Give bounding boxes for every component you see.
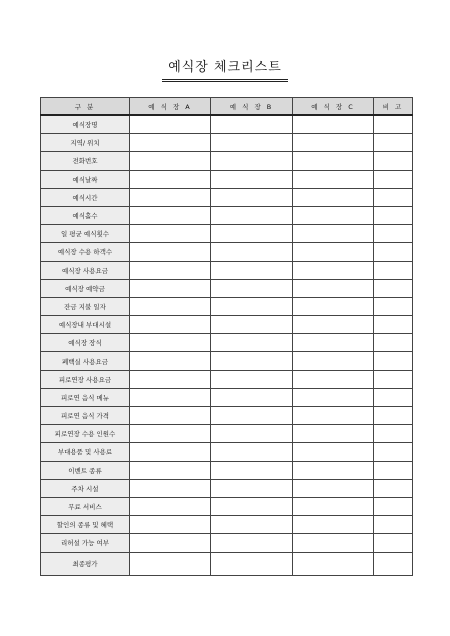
table-row xyxy=(41,461,413,479)
venue-c-cell[interactable] xyxy=(293,225,374,243)
venue-b-cell[interactable] xyxy=(211,370,293,388)
note-cell[interactable] xyxy=(374,243,413,261)
venue-b-cell[interactable] xyxy=(211,206,293,224)
note-cell[interactable] xyxy=(374,334,413,352)
venue-a-cell[interactable] xyxy=(130,534,211,552)
venue-c-cell[interactable] xyxy=(293,388,374,406)
table-row xyxy=(41,352,413,370)
venue-a-cell[interactable] xyxy=(130,352,211,370)
row-label: 이벤트 종류 xyxy=(41,461,130,479)
note-cell[interactable] xyxy=(374,170,413,188)
row-label: 피로연장 수용 인원수 xyxy=(41,425,130,443)
note-cell[interactable] xyxy=(374,534,413,552)
venue-b-cell[interactable] xyxy=(211,225,293,243)
venue-b-cell[interactable] xyxy=(211,261,293,279)
venue-b-cell[interactable] xyxy=(211,516,293,534)
venue-b-cell[interactable] xyxy=(211,352,293,370)
venue-a-cell[interactable] xyxy=(130,134,211,152)
table-row xyxy=(41,425,413,443)
row-label: 피로연 음식 가격 xyxy=(41,407,130,425)
note-cell[interactable] xyxy=(374,316,413,334)
row-label: 예식장내 부대시설 xyxy=(41,316,130,334)
venue-a-cell[interactable] xyxy=(130,497,211,515)
table-row xyxy=(41,115,413,134)
row-label: 잔금 지불 일자 xyxy=(41,297,130,315)
row-label: 부대용품 및 사용료 xyxy=(41,443,130,461)
table-row xyxy=(41,134,413,152)
venue-a-cell[interactable] xyxy=(130,243,211,261)
note-cell[interactable] xyxy=(374,552,413,575)
venue-c-cell[interactable] xyxy=(293,206,374,224)
venue-b-cell[interactable] xyxy=(211,425,293,443)
note-cell[interactable] xyxy=(374,407,413,425)
header-venue-a: 예 식 장 A xyxy=(130,98,211,116)
note-cell[interactable] xyxy=(374,352,413,370)
note-cell[interactable] xyxy=(374,497,413,515)
venue-b-cell[interactable] xyxy=(211,334,293,352)
venue-a-cell[interactable] xyxy=(130,461,211,479)
venue-c-cell[interactable] xyxy=(293,297,374,315)
note-cell[interactable] xyxy=(374,516,413,534)
row-label: 예식시간 xyxy=(41,188,130,206)
venue-a-cell[interactable] xyxy=(130,170,211,188)
table-row xyxy=(41,443,413,461)
header-row xyxy=(41,98,413,116)
header-venue-c: 예 식 장 C xyxy=(293,98,374,116)
venue-a-cell[interactable] xyxy=(130,316,211,334)
note-cell[interactable] xyxy=(374,425,413,443)
venue-c-cell[interactable] xyxy=(293,261,374,279)
venue-b-cell[interactable] xyxy=(211,407,293,425)
row-label: 리허설 가능 여부 xyxy=(41,534,130,552)
venue-b-cell[interactable] xyxy=(211,479,293,497)
note-cell[interactable] xyxy=(374,115,413,134)
venue-b-cell[interactable] xyxy=(211,297,293,315)
venue-b-cell[interactable] xyxy=(211,115,293,134)
venue-c-cell[interactable] xyxy=(293,552,374,575)
header-category: 구 분 xyxy=(41,98,130,116)
row-label: 예식날짜 xyxy=(41,170,130,188)
row-label: 예식장명 xyxy=(41,115,130,134)
table-row xyxy=(41,261,413,279)
note-cell[interactable] xyxy=(374,188,413,206)
note-cell[interactable] xyxy=(374,261,413,279)
venue-c-cell[interactable] xyxy=(293,352,374,370)
page-title: 예식장 체크리스트 xyxy=(162,60,288,82)
venue-a-cell[interactable] xyxy=(130,279,211,297)
note-cell[interactable] xyxy=(374,479,413,497)
venue-b-cell[interactable] xyxy=(211,152,293,170)
note-cell[interactable] xyxy=(374,443,413,461)
venue-b-cell[interactable] xyxy=(211,243,293,261)
note-cell[interactable] xyxy=(374,225,413,243)
venue-b-cell[interactable] xyxy=(211,497,293,515)
note-cell[interactable] xyxy=(374,279,413,297)
table-row xyxy=(41,316,413,334)
venue-a-cell[interactable] xyxy=(130,206,211,224)
venue-a-cell[interactable] xyxy=(130,407,211,425)
row-label: 주차 시설 xyxy=(41,479,130,497)
venue-c-cell[interactable] xyxy=(293,279,374,297)
venue-c-cell[interactable] xyxy=(293,334,374,352)
table-row xyxy=(41,243,413,261)
venue-c-cell[interactable] xyxy=(293,443,374,461)
venue-b-cell[interactable] xyxy=(211,534,293,552)
table-row xyxy=(41,170,413,188)
note-cell[interactable] xyxy=(374,206,413,224)
venue-a-cell[interactable] xyxy=(130,479,211,497)
table-row xyxy=(41,370,413,388)
venue-c-cell[interactable] xyxy=(293,134,374,152)
row-label: 일 평균 예식횟수 xyxy=(41,225,130,243)
venue-c-cell[interactable] xyxy=(293,479,374,497)
table-row xyxy=(41,225,413,243)
venue-c-cell[interactable] xyxy=(293,497,374,515)
row-label: 피로연 음식 메뉴 xyxy=(41,388,130,406)
venue-a-cell[interactable] xyxy=(130,188,211,206)
row-label: 폐백실 사용요금 xyxy=(41,352,130,370)
note-cell[interactable] xyxy=(374,152,413,170)
venue-b-cell[interactable] xyxy=(211,279,293,297)
venue-b-cell[interactable] xyxy=(211,552,293,575)
venue-a-cell[interactable] xyxy=(130,261,211,279)
venue-a-cell[interactable] xyxy=(130,388,211,406)
venue-c-cell[interactable] xyxy=(293,115,374,134)
row-label: 지역/ 위치 xyxy=(41,134,130,152)
table-row xyxy=(41,297,413,315)
table-row xyxy=(41,407,413,425)
venue-a-cell[interactable] xyxy=(130,334,211,352)
table-row xyxy=(41,534,413,552)
row-label: 예식장 예약금 xyxy=(41,279,130,297)
venue-b-cell[interactable] xyxy=(211,316,293,334)
venue-c-cell[interactable] xyxy=(293,516,374,534)
venue-b-cell[interactable] xyxy=(211,134,293,152)
note-cell[interactable] xyxy=(374,134,413,152)
title-wrap xyxy=(0,56,450,82)
venue-c-cell[interactable] xyxy=(293,407,374,425)
venue-c-cell[interactable] xyxy=(293,170,374,188)
header-note: 비 고 xyxy=(374,98,413,116)
row-label: 예식장 장식 xyxy=(41,334,130,352)
table-row xyxy=(41,206,413,224)
venue-c-cell[interactable] xyxy=(293,316,374,334)
row-label: 최종평가 xyxy=(41,552,130,575)
row-label: 할인의 종류 및 혜택 xyxy=(41,516,130,534)
row-label: 예식장 사용요금 xyxy=(41,261,130,279)
venue-b-cell[interactable] xyxy=(211,443,293,461)
checklist-table xyxy=(40,97,413,576)
table-row xyxy=(41,334,413,352)
table-row xyxy=(41,188,413,206)
venue-c-cell[interactable] xyxy=(293,534,374,552)
table-row xyxy=(41,497,413,515)
venue-a-cell[interactable] xyxy=(130,152,211,170)
header-venue-b: 예 식 장 B xyxy=(211,98,293,116)
table-row xyxy=(41,152,413,170)
table-row xyxy=(41,388,413,406)
table-row xyxy=(41,516,413,534)
venue-a-cell[interactable] xyxy=(130,443,211,461)
note-cell[interactable] xyxy=(374,461,413,479)
venue-b-cell[interactable] xyxy=(211,188,293,206)
venue-a-cell[interactable] xyxy=(130,370,211,388)
venue-a-cell[interactable] xyxy=(130,297,211,315)
venue-c-cell[interactable] xyxy=(293,370,374,388)
venue-a-cell[interactable] xyxy=(130,552,211,575)
venue-a-cell[interactable] xyxy=(130,425,211,443)
row-label: 전화번호 xyxy=(41,152,130,170)
venue-b-cell[interactable] xyxy=(211,388,293,406)
row-label: 예식홀수 xyxy=(41,206,130,224)
venue-c-cell[interactable] xyxy=(293,152,374,170)
venue-a-cell[interactable] xyxy=(130,516,211,534)
venue-c-cell[interactable] xyxy=(293,243,374,261)
venue-b-cell[interactable] xyxy=(211,170,293,188)
table-row xyxy=(41,552,413,575)
table-row xyxy=(41,479,413,497)
table-row xyxy=(41,279,413,297)
venue-c-cell[interactable] xyxy=(293,188,374,206)
venue-c-cell[interactable] xyxy=(293,461,374,479)
venue-c-cell[interactable] xyxy=(293,425,374,443)
row-label: 무료 서비스 xyxy=(41,497,130,515)
note-cell[interactable] xyxy=(374,297,413,315)
note-cell[interactable] xyxy=(374,370,413,388)
row-label: 예식장 수용 하객수 xyxy=(41,243,130,261)
note-cell[interactable] xyxy=(374,388,413,406)
row-label: 피로연장 사용요금 xyxy=(41,370,130,388)
venue-b-cell[interactable] xyxy=(211,461,293,479)
venue-a-cell[interactable] xyxy=(130,115,211,134)
venue-a-cell[interactable] xyxy=(130,225,211,243)
